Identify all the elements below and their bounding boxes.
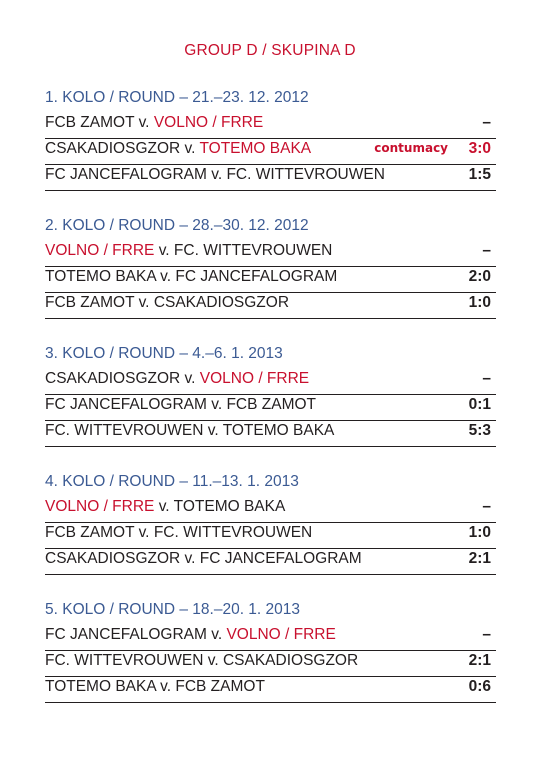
round-header: 3. KOLO / ROUND – 4.–6. 1. 2013 <box>45 345 283 362</box>
match-teams <box>45 626 336 644</box>
match-teams <box>45 370 309 388</box>
match-row <box>45 549 496 575</box>
match-row <box>45 625 496 651</box>
match-row <box>45 395 496 421</box>
away-team: FCB ZAMOT <box>226 396 317 413</box>
away-team: FC JANCEFALOGRAM <box>199 550 362 567</box>
match-row <box>45 165 496 191</box>
round-header: 2. KOLO / ROUND – 28.–30. 12. 2012 <box>45 217 309 234</box>
match-teams <box>45 166 385 184</box>
match-teams <box>45 294 289 312</box>
match-row <box>45 523 496 549</box>
match-score: 2:0 <box>468 268 491 285</box>
away-team: CSAKADIOSGZOR <box>222 652 359 669</box>
versus: v. <box>203 652 223 669</box>
away-team: VOLNO / FRRE <box>199 370 310 387</box>
match-score: 1:5 <box>468 166 491 183</box>
match-teams <box>45 114 263 132</box>
versus: v. <box>206 166 227 183</box>
round-5 <box>45 600 496 703</box>
result-note: contumacy <box>374 141 448 155</box>
home-team: FC JANCEFALOGRAM <box>45 166 207 183</box>
away-team: FC JANCEFALOGRAM <box>175 268 338 285</box>
home-team: FC JANCEFALOGRAM <box>45 626 207 643</box>
away-team: VOLNO / FRRE <box>226 626 336 643</box>
round-2 <box>45 216 496 319</box>
home-team: CSAKADIOSGZOR <box>45 550 181 567</box>
versus: v. <box>154 498 174 515</box>
match-score: 2:1 <box>468 550 491 567</box>
match-row <box>45 651 496 677</box>
away-team: VOLNO / FRRE <box>153 114 264 131</box>
versus: v. <box>180 550 200 567</box>
away-team: FCB ZAMOT <box>175 678 265 695</box>
home-team: TOTEMO BAKA <box>45 678 156 695</box>
away-team: TOTEMO BAKA <box>199 140 312 157</box>
match-score: – <box>482 242 491 259</box>
group-title: GROUP D / SKUPINA D <box>184 42 356 59</box>
match-teams <box>45 242 332 260</box>
match-teams <box>45 652 358 670</box>
away-team: TOTEMO BAKA <box>222 422 335 439</box>
home-team: CSAKADIOSGZOR <box>45 140 181 157</box>
versus: v. <box>203 422 223 439</box>
versus: v. <box>180 140 200 157</box>
match-row <box>45 293 496 319</box>
match-score: 3:0 <box>468 140 491 157</box>
away-team: FC. WITTEVROUWEN <box>153 524 313 541</box>
home-team: FCB ZAMOT <box>45 114 135 131</box>
match-teams <box>45 524 312 542</box>
match-row <box>45 139 496 165</box>
match-score: 1:0 <box>468 294 491 311</box>
versus: v. <box>155 268 176 285</box>
match-row <box>45 677 496 703</box>
round-1 <box>45 88 496 191</box>
home-team: FC. WITTEVROUWEN <box>45 422 204 439</box>
home-team: VOLNO / FRRE <box>45 498 155 515</box>
match-row <box>45 241 496 267</box>
match-row <box>45 421 496 447</box>
match-score: 0:1 <box>468 396 491 413</box>
round-header: 1. KOLO / ROUND – 21.–23. 12. 2012 <box>45 89 309 106</box>
versus: v. <box>134 294 154 311</box>
versus: v. <box>155 678 176 695</box>
match-score: – <box>482 498 491 515</box>
match-teams <box>45 678 265 696</box>
match-score: – <box>482 114 491 131</box>
match-score: 5:3 <box>468 422 491 439</box>
away-team: CSAKADIOSGZOR <box>153 294 290 311</box>
match-row <box>45 497 496 523</box>
match-teams <box>45 550 362 568</box>
match-score: 0:6 <box>468 678 491 695</box>
round-4 <box>45 472 496 575</box>
away-team: TOTEMO BAKA <box>173 498 286 515</box>
round-3 <box>45 344 496 447</box>
versus: v. <box>206 396 227 413</box>
versus: v. <box>180 370 200 387</box>
away-team: FC. WITTEVROUWEN <box>173 242 333 259</box>
round-header: 4. KOLO / ROUND – 11.–13. 1. 2013 <box>45 473 299 490</box>
match-row <box>45 369 496 395</box>
match-row <box>45 267 496 293</box>
away-team: FC. WITTEVROUWEN <box>226 166 385 183</box>
versus: v. <box>206 626 227 643</box>
match-teams <box>45 140 311 158</box>
match-row <box>45 113 496 139</box>
home-team: VOLNO / FRRE <box>45 242 155 259</box>
match-score: – <box>482 370 491 387</box>
home-team: FC. WITTEVROUWEN <box>45 652 204 669</box>
home-team: FCB ZAMOT <box>45 524 135 541</box>
match-score: 2:1 <box>468 652 491 669</box>
match-score: – <box>482 626 491 643</box>
versus: v. <box>134 524 154 541</box>
home-team: CSAKADIOSGZOR <box>45 370 181 387</box>
versus: v. <box>154 242 174 259</box>
home-team: TOTEMO BAKA <box>45 268 156 285</box>
round-header: 5. KOLO / ROUND – 18.–20. 1. 2013 <box>45 601 301 618</box>
versus: v. <box>134 114 154 131</box>
match-teams <box>45 422 334 440</box>
home-team: FCB ZAMOT <box>45 294 135 311</box>
match-teams <box>45 268 337 286</box>
home-team: FC JANCEFALOGRAM <box>45 396 207 413</box>
match-teams <box>45 396 316 414</box>
match-score: 1:0 <box>468 524 491 541</box>
match-teams <box>45 498 285 516</box>
